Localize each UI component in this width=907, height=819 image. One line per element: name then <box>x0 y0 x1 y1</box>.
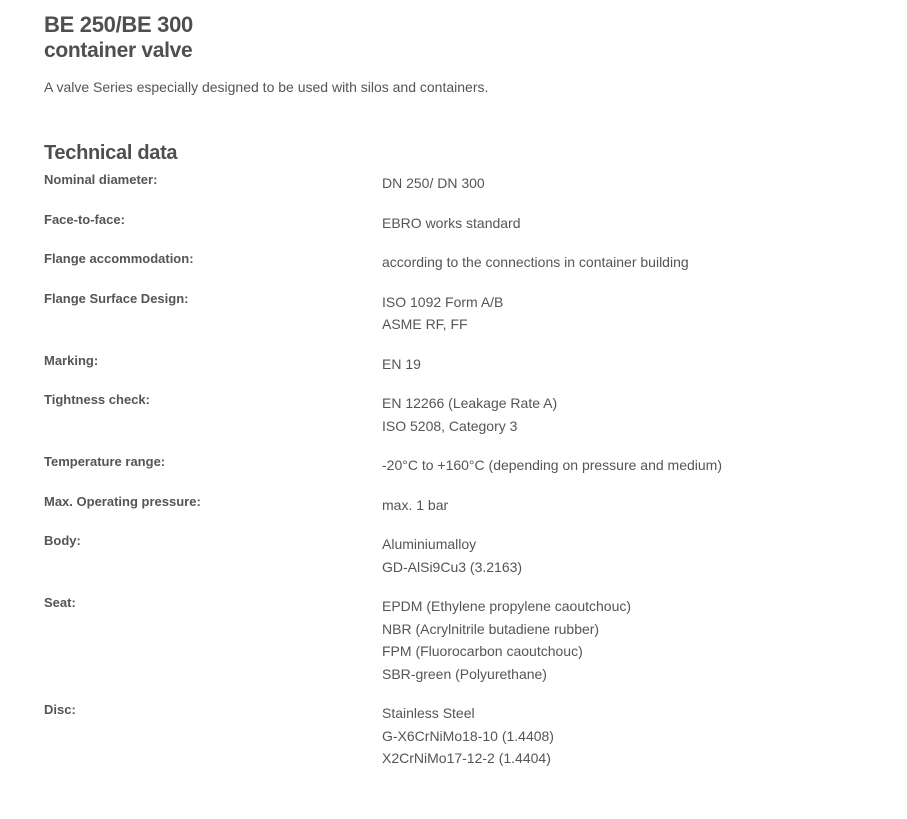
product-title: BE 250/BE 300 <box>44 12 193 37</box>
spec-value: X2CrNiMo17-12-2 (1.4404) <box>382 750 551 766</box>
spec-label: Seat: <box>44 595 76 610</box>
product-intro: A valve Series especially designed to be used with silos and containers. <box>44 79 489 95</box>
technical-data-heading: Technical data <box>44 142 178 164</box>
spec-row <box>44 248 864 288</box>
spec-label: Max. Operating pressure: <box>44 493 201 509</box>
spec-row <box>44 209 864 249</box>
spec-row <box>44 699 864 784</box>
spec-label: Tightness check: <box>44 392 150 407</box>
spec-row <box>44 530 864 592</box>
spec-value: NBR (Acrylnitrile butadiene rubber) <box>382 620 600 637</box>
spec-row <box>44 389 864 451</box>
spec-values <box>382 592 864 685</box>
spec-label: Body: <box>44 533 81 548</box>
spec-value: according to the connections in container building <box>382 254 689 270</box>
spec-values <box>382 209 864 235</box>
spec-value: ISO 5208, Category 3 <box>382 417 518 434</box>
spec-value: SBR-green (Polyurethane) <box>382 665 547 682</box>
spec-row <box>44 169 864 209</box>
spec-values <box>382 491 864 517</box>
spec-value: DN 250/ DN 300 <box>382 175 485 191</box>
spec-value: ISO 1092 Form A/B <box>382 293 504 310</box>
spec-row <box>44 350 864 390</box>
spec-value: EN 12266 (Leakage Rate A) <box>382 395 558 411</box>
spec-row <box>44 491 864 531</box>
spec-value: max. 1 bar <box>382 496 449 513</box>
technical-data-table <box>44 169 864 784</box>
spec-value: EBRO works standard <box>382 214 521 231</box>
spec-label: Nominal diameter: <box>44 172 158 187</box>
spec-value: EPDM (Ethylene propylene caoutchouc) <box>382 598 632 614</box>
product-page <box>44 12 884 784</box>
spec-value: Stainless Steel <box>382 705 475 721</box>
spec-values <box>382 350 864 376</box>
spec-values <box>382 389 864 437</box>
spec-value: FPM (Fluorocarbon caoutchouc) <box>382 643 583 659</box>
spec-values <box>382 699 864 770</box>
spec-value: Aluminiumalloy <box>382 536 477 552</box>
spec-label: Flange accommodation: <box>44 251 194 266</box>
product-subtitle: container valve <box>44 39 193 62</box>
spec-value: EN 19 <box>382 355 421 372</box>
spec-value: GD-AlSi9Cu3 (3.2163) <box>382 558 523 575</box>
spec-values <box>382 288 864 336</box>
spec-value: ASME RF, FF <box>382 316 468 332</box>
spec-label: Face-to-face: <box>44 211 125 227</box>
spec-label: Temperature range: <box>44 454 166 469</box>
spec-row <box>44 451 864 491</box>
spec-values <box>382 530 864 578</box>
spec-value: G-X6CrNiMo18-10 (1.4408) <box>382 727 554 744</box>
spec-label: Marking: <box>44 352 99 368</box>
spec-values <box>382 248 864 274</box>
spec-label: Flange Surface Design: <box>44 290 189 306</box>
spec-value: -20°C to +160°C (depending on pressure and medium) <box>382 457 723 473</box>
spec-row <box>44 592 864 699</box>
spec-values <box>382 451 864 477</box>
spec-label: Disc: <box>44 702 76 717</box>
spec-row <box>44 288 864 350</box>
spec-values <box>382 169 864 195</box>
